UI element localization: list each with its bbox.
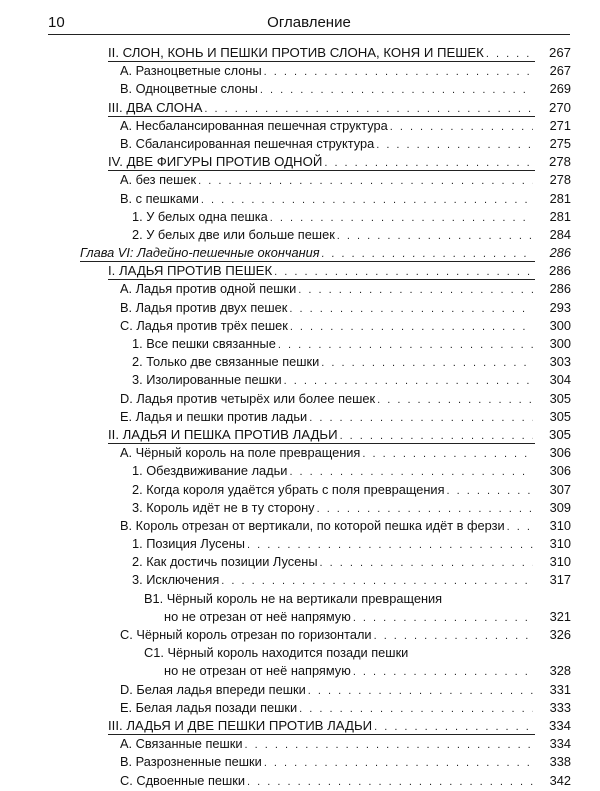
toc-entry: 3. Исключения . . . 317 — [80, 571, 535, 589]
toc-entry: B. Король отрезан от вертикали, по которой пешка идёт в ферзи . . . 310 — [80, 517, 535, 535]
page-number: 10 — [48, 14, 65, 31]
toc-entry: II. ЛАДЬЯ И ПЕШКА ПРОТИВ ЛАДЬИ . . . 305 — [80, 426, 535, 444]
toc-entry: III. ЛАДЬЯ И ДВЕ ПЕШКИ ПРОТИВ ЛАДЬИ . . . 334 — [80, 717, 535, 735]
toc-entry: 1. Обездвиживание ладьи . . . 306 — [80, 462, 535, 480]
running-title: Оглавление — [267, 14, 351, 31]
toc-entry: II. СЛОН, КОНЬ И ПЕШКИ ПРОТИВ СЛОНА, КОНЯ И ПЕШЕК . . . 267 — [80, 44, 535, 62]
toc-entry: но не отрезан от неё напрямую . . . 328 — [80, 662, 535, 680]
toc-entry: 3. Изолированные пешки . . . 304 — [80, 371, 535, 389]
page-header — [48, 14, 570, 35]
toc-entry: A. Несбалансированная пешечная структура . . . 271 — [80, 117, 535, 135]
toc-entry: A. Чёрный король на поле превращения . . . 306 — [80, 444, 535, 462]
toc-entry: но не отрезан от неё напрямую . . . 321 — [80, 608, 535, 626]
toc-entry: B. Сбалансированная пешечная структура . . . 275 — [80, 135, 535, 153]
toc-entry: 2. Как достичь позиции Лусены . . . 310 — [80, 553, 535, 571]
toc-entry: B. Разрозненные пешки . . . 338 — [80, 753, 535, 771]
toc-entry: 2. Когда короля удаётся убрать с поля превращения . . . 307 — [80, 481, 535, 499]
toc-entry: B. Ладья против двух пешек . . . 293 — [80, 299, 535, 317]
toc-entry: A. Разноцветные слоны . . . 267 — [80, 62, 535, 80]
toc-entry: B. Одноцветные слоны . . . 269 — [80, 80, 535, 98]
toc-entry: A. без пешек . . . 278 — [80, 171, 535, 189]
toc-entry: C1. Чёрный король находится позади пешки — [144, 645, 409, 661]
table-of-contents — [80, 44, 571, 790]
toc-entry: B1. Чёрный король не на вертикали превращения — [144, 590, 443, 606]
toc-entry: 1. Все пешки связанные . . . 300 — [80, 335, 535, 353]
toc-entry: IV. ДВЕ ФИГУРЫ ПРОТИВ ОДНОЙ . . . 278 — [80, 153, 535, 171]
toc-entry: A. Ладья против одной пешки . . . 286 — [80, 280, 535, 298]
toc-entry: 2. Только две связанные пешки . . . 303 — [80, 353, 535, 371]
toc-entry: III. ДВА СЛОНА . . . 270 — [80, 99, 535, 117]
toc-entry: C. Ладья против трёх пешек . . . 300 — [80, 317, 535, 335]
toc-entry: 1. У белых одна пешка . . . 281 — [80, 208, 535, 226]
toc-entry: A. Связанные пешки . . . 334 — [80, 735, 535, 753]
toc-entry: E. Ладья и пешки против ладьи . . . 305 — [80, 408, 535, 426]
toc-entry: E. Белая ладья позади пешки . . . 333 — [80, 699, 535, 717]
toc-entry: 3. Король идёт не в ту сторону . . . 309 — [80, 499, 535, 517]
toc-entry: 1. Позиция Лусены . . . 310 — [80, 535, 535, 553]
toc-entry: D. Белая ладья впереди пешки . . . 331 — [80, 681, 535, 699]
toc-entry: D. Ладья против четырёх или более пешек . . . 305 — [80, 390, 535, 408]
toc-entry: 2. У белых две или больше пешек . . . 284 — [80, 226, 535, 244]
toc-entry: C. Чёрный король отрезан по горизонтали . . . 326 — [80, 626, 535, 644]
toc-entry: I. ЛАДЬЯ ПРОТИВ ПЕШЕК . . . 286 — [80, 262, 535, 280]
toc-chapter: Глава VI: Ладейно-пешечные окончания . . . 286 — [80, 244, 535, 262]
toc-entry: B. с пешками . . . 281 — [80, 190, 535, 208]
toc-entry: C. Сдвоенные пешки . . . 342 — [80, 772, 535, 790]
